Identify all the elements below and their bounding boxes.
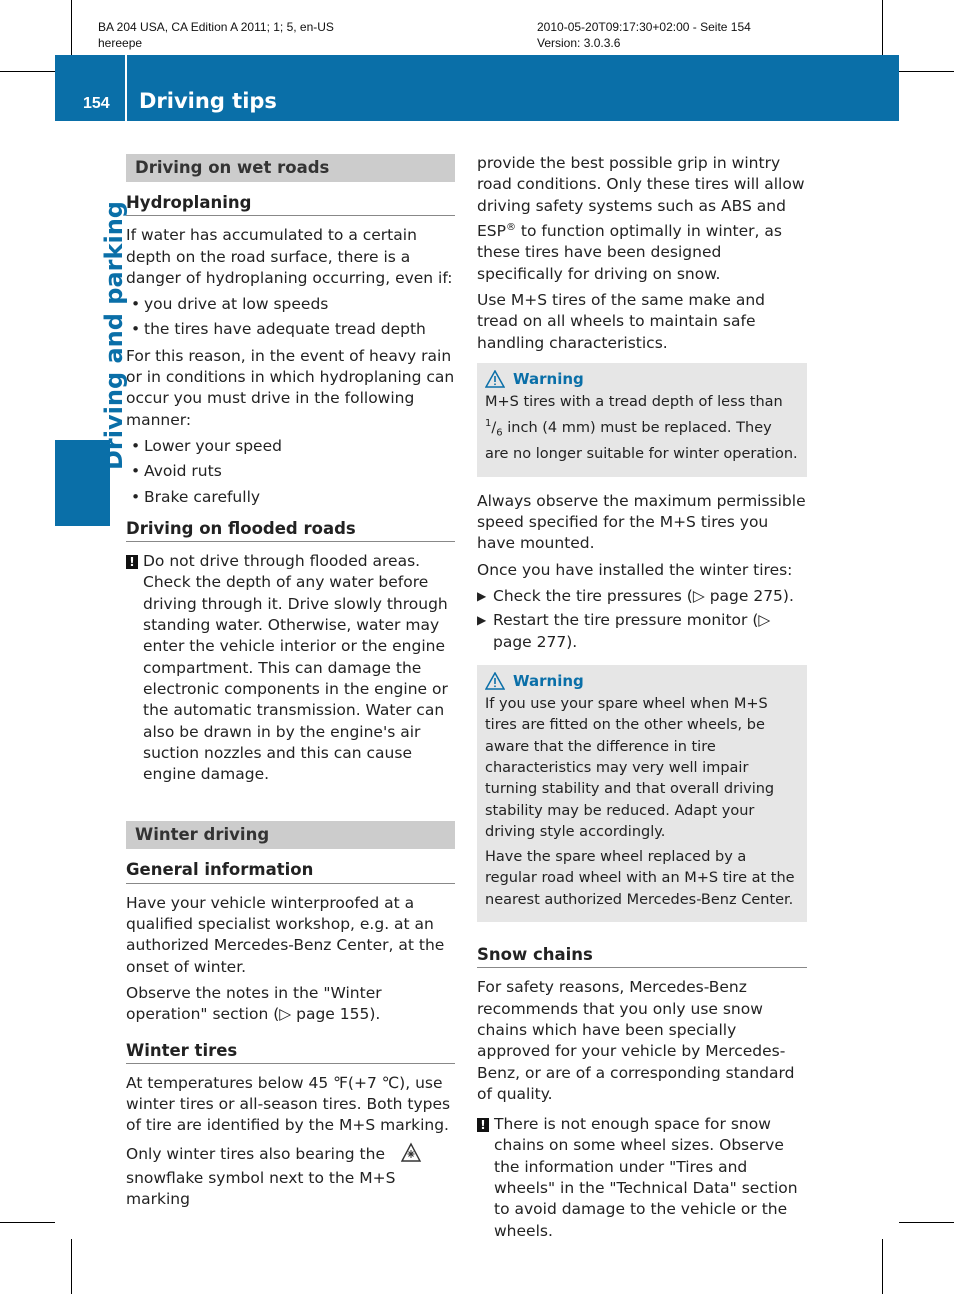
- subheading-snow-chains: Snow chains: [477, 944, 807, 968]
- warning-triangle-icon: [485, 370, 505, 388]
- crop-mark: [882, 0, 883, 55]
- warning-text: M+S tires with a tread depth of less than $^1/_6$ inch (4 mm) must be replaced. They are no longer suitable for winter operation.: [485, 394, 798, 463]
- meta-timestamp: 2010-05-20T09:17:30+02:00 - Seite 154: [537, 20, 751, 34]
- exclamation-icon: !: [126, 555, 138, 569]
- text-span: M+S tires with a tread depth of less than: [485, 394, 783, 411]
- caution-note: [126, 551, 455, 785]
- warning-text: Have the spare wheel replaced by a regular road wheel with an M+S tire at the nearest authorized Mercedes-Benz Center.: [485, 849, 795, 908]
- registered-mark: ®: [505, 221, 516, 233]
- exclamation-icon: !: [477, 1118, 489, 1132]
- print-meta-right: [537, 19, 751, 51]
- subheading-winter-tires: Winter tires: [126, 1040, 455, 1064]
- warning-text: If you use your spare wheel when M+S tires are fitted on the other wheels, be aware that the difference in tire characteristics may very well impair turning stability and that overall driving stability may be reduced. Adapt your driving style accordingly.: [485, 696, 775, 840]
- paragraph: At temperatures below 45 ℉(+7 ℃), use winter tires or all-season tires. Both types of tire are identified by the M+S marking.: [126, 1073, 451, 1135]
- warning-box: [477, 363, 807, 477]
- fraction-denominator: 6: [496, 428, 503, 440]
- bullet-list: [126, 294, 455, 341]
- warning-box: [477, 665, 807, 922]
- warning-label: Warning: [513, 671, 584, 690]
- section-heading-wet-roads: Driving on wet roads: [126, 154, 455, 182]
- list-item: • Brake carefully: [126, 487, 455, 508]
- step-arrow-icon: ▶: [477, 588, 487, 603]
- warning-title: [485, 369, 799, 390]
- meta-author: hereepe: [98, 36, 143, 50]
- section-heading-winter-driving: Winter driving: [126, 821, 455, 849]
- list-item: • you drive at low speeds: [126, 294, 455, 315]
- paragraph: For safety reasons, Mercedes-Benz recommends that you only use snow chains which have been specially approved for your vehicle by Mercedes-Benz, or are of a corresponding standard of quality.: [477, 978, 795, 1103]
- list-item: • the tires have adequate tread depth: [126, 319, 455, 340]
- bullet-list: [126, 436, 455, 508]
- chapter-side-label: Driving and parking: [100, 201, 128, 470]
- paragraph: Use M+S tires of the same make and tread on all wheels to maintain safe handling characteristics.: [477, 290, 765, 352]
- crop-mark: [899, 71, 954, 72]
- step-item: [477, 610, 807, 653]
- paragraph: Once you have installed the winter tires:: [477, 560, 793, 579]
- subheading-flooded-roads: Driving on flooded roads: [126, 518, 455, 542]
- warning-label: Warning: [513, 369, 584, 388]
- step-text: Restart the tire pressure monitor (▷ page 277).: [493, 611, 771, 651]
- list-item: • Avoid ruts: [126, 461, 455, 482]
- crop-mark: [899, 1222, 954, 1223]
- print-meta-left: [98, 19, 334, 51]
- crop-mark: [71, 0, 72, 55]
- paragraph: Always observe the maximum permissible speed specified for the M+S tires you have mounted.: [477, 491, 806, 553]
- page-number: 154: [83, 95, 110, 112]
- warning-title: [485, 671, 799, 692]
- warning-triangle-icon: [485, 672, 505, 690]
- left-column: [126, 150, 455, 1216]
- paragraph: Observe the notes in the "Winter operation" section (▷ page 155).: [126, 983, 382, 1024]
- text-span: inch (4 mm) must be replaced. They are no longer suitable for winter operation.: [485, 420, 798, 463]
- crop-mark: [0, 71, 55, 72]
- crop-mark: [882, 1239, 883, 1294]
- subheading-hydroplaning: Hydroplaning: [126, 192, 455, 216]
- text-span: provide the best possible grip in wintry road conditions. Only these tires will allow driving safety systems such as ABS and ESP: [477, 154, 805, 241]
- fraction-numerator: 1: [485, 418, 492, 430]
- page-title: Driving tips: [139, 89, 277, 113]
- subheading-general-information: General information: [126, 859, 455, 883]
- paragraph: [126, 1142, 455, 1211]
- step-arrow-icon: ▶: [477, 613, 487, 628]
- caution-note: [477, 1114, 807, 1242]
- right-column: [477, 153, 807, 1248]
- meta-edition: BA 204 USA, CA Edition A 2011; 1; 5, en-US: [98, 20, 334, 34]
- crop-mark: [71, 1239, 72, 1294]
- paragraph: For this reason, in the event of heavy rain or in conditions in which hydroplaning can occur you must drive in the following manner:: [126, 346, 455, 429]
- paragraph: [477, 153, 807, 285]
- header-divider: [125, 55, 127, 121]
- list-item: • Lower your speed: [126, 436, 455, 457]
- note-text: Do not drive through flooded areas. Check the depth of any water before driving through it. Drive slowly through standing water. Otherwise, water may enter the vehicle interior or the engine compartment. This can damage the electronic components in the engine or the automatic transmission. Water can also be drawn in by the engine's air suction nozzles and this can cause engine damage.: [143, 552, 448, 784]
- text-span: Only winter tires also bearing the: [126, 1144, 385, 1163]
- note-text: There is not enough space for snow chains on some wheel sizes. Observe the information under "Tires and wheels" in the "Technical Data" section to avoid damage to the vehicle or the wheels.: [494, 1115, 798, 1240]
- instruction-steps: [477, 586, 807, 653]
- paragraph: Have your vehicle winterproofed at a qualified specialist workshop, e.g. at an authorized Mercedes-Benz Center, at the onset of winter.: [126, 893, 445, 976]
- step-item: [477, 586, 807, 607]
- crop-mark: [0, 1222, 55, 1223]
- paragraph: If water has accumulated to a certain depth on the road surface, there is a danger of hydroplaning occurring, even if:: [126, 226, 453, 287]
- meta-version: Version: 3.0.3.6: [537, 36, 621, 50]
- text-span: to function optimally in winter, as these tires have been designed specifically for driving on snow.: [477, 222, 782, 283]
- step-text: Check the tire pressures (▷ page 275).: [493, 586, 794, 605]
- snowflake-mountain-icon: [400, 1142, 422, 1168]
- text-span: snowflake symbol next to the M+S marking: [126, 1168, 396, 1209]
